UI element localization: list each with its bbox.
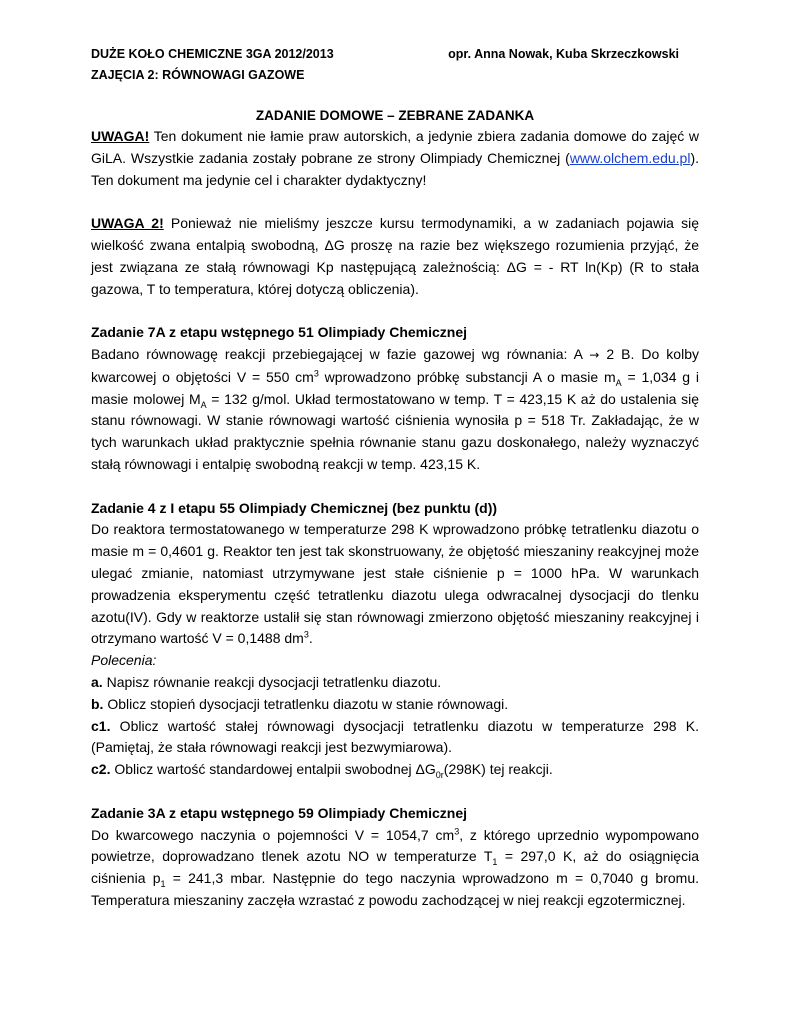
arrow-icon: → [589, 347, 600, 362]
header-course: DUŻE KOŁO CHEMICZNE 3GA 2012/2013 [91, 47, 334, 61]
document-page [91, 44, 699, 912]
task-2-body: Do reaktora termostatowanego w temperaturze 298 K wprowadzono próbkę tetratlenku diazotu o masie m = 0,4601 g. Reaktor ten jest tak skonstruowany, że objętość mieszaniny reakcyjnej może ulegać zmianie, natomiast utrzymywane jest stałe ciśnienie p = 1000 hPa. W warunkach prowadzenia eksperymentu część tetratlenku diazotu ulega odwracalnej dysocjacji do tlenku azotu(IV). Gdy w reaktorze ustalił się stan równowagi zmierzono objętość mieszaniny reakcyjnej i otrzymano wartość V = 0,1488 $dm^3$. [91, 521, 699, 647]
task-3-heading: Zadanie 3A z etapu wstępnego 59 Olimpiady Chemicznej [91, 804, 468, 821]
header-authors: opr. Anna Nowak, Kuba Skrzeczkowski [448, 47, 679, 61]
task-1-heading: Zadanie 7A z etapu wstępnego 51 Olimpiady Chemicznej [91, 324, 468, 341]
task-2-heading: Zadanie 4 z I etapu 55 Olimpiady Chemicznej (bez punktu (d)) [91, 499, 498, 516]
task-2-item-c1: c1. Oblicz wartość stałej równowagi dysocjacji tetratlenku diazotu w temperaturze 298 K. (Pamiętaj, że stała równowagi reakcji jest bezwymiarowa). [91, 717, 699, 756]
task-3-body: Do kwarcowego naczynia o pojemności V = 1054,7 $cm^3$, z którego uprzednio wypompowano powietrze, doprowadzano tlenek azotu NO w temperaturze $T_1 = 297,0$ K, aż do osiągnięcia ciśnienia $p_1 = 241,3$ mbar. Następnie do tego naczynia wprowadzono m = 0,7040 g bromu. Temperatura mieszaniny zaczęła wzrastać z powodu zachodzącej w niej reakcji egzotermicznej. [91, 825, 700, 908]
notice-2-label: UWAGA 2! [91, 215, 164, 232]
olchem-link[interactable]: www.olchem.edu.pl [569, 149, 691, 166]
notice-1-label: UWAGA! [91, 128, 150, 144]
document-title: ZADANIE DOMOWE – ZEBRANE ZADANKA [255, 108, 535, 123]
task-2-item-c2: c2. Oblicz wartość standardowej entalpii swobodnej $\Delta G_{0r}(298K)$ tej reakcji. [91, 761, 553, 780]
page-header [91, 44, 699, 86]
notice-2: UWAGA 2! Ponieważ nie mieliśmy jeszcze kursu termodynamiki, a w zadaniach pojawia się wielkość zwana entalpią swobodną, ΔG proszę na razie bez większego rozumienia przyjąć, że jest związana ze stałą równowagi Kp następującą zależnością: ΔG = - RT ln(Kp) (R to stała gazowa, T to temperatura, której dotyczą obliczenia). [91, 215, 699, 297]
header-lesson: ZAJĘCIA 2: RÓWNOWAGI GAZOWE [91, 68, 305, 82]
task-2-item-b: b. Oblicz stopień dysocjacji tetratlenku diazotu w stanie równowagi. [91, 695, 509, 712]
task-1-body: Badano równowagę reakcji przebiegającej w fazie gazowej wg równania: A → 2 B. Do kolby kwarcowej o objętości V = 550 $cm^3$ wprowadzono próbkę substancji A o masie $m_A = 1,034$ g i masie molowej $M_A = 132$ g/mol. Układ termostatowano w temp. T = 423,15 K aż do ustalenia się stanu równowagi. W stanie równowagi wartość ciśnienia wynosiła p = 518 Tr. Zakładając, że w tych warunkach układ praktycznie spełnia równanie stanu gazu doskonałego, należy wyznaczyć stałą równowagi i entalpię swobodną reakcji w temp. 423,15 K. [91, 345, 700, 472]
task-2-item-a: a. Napisz równanie reakcji dysocjacji tetratlenku diazotu. [91, 673, 442, 690]
notice-1: UWAGA! Ten dokument nie łamie praw autorskich, a jedynie zbiera zadania domowe do zajęć w GiLA. Wszystkie zadania zostały pobrane ze strony Olimpiady Chemicznej (www.olchem.edu.pl). Ten dokument ma jedynie cel i charakter dydaktyczny! [91, 128, 699, 188]
task-2-instructions-label: Polecenia: [91, 652, 157, 669]
